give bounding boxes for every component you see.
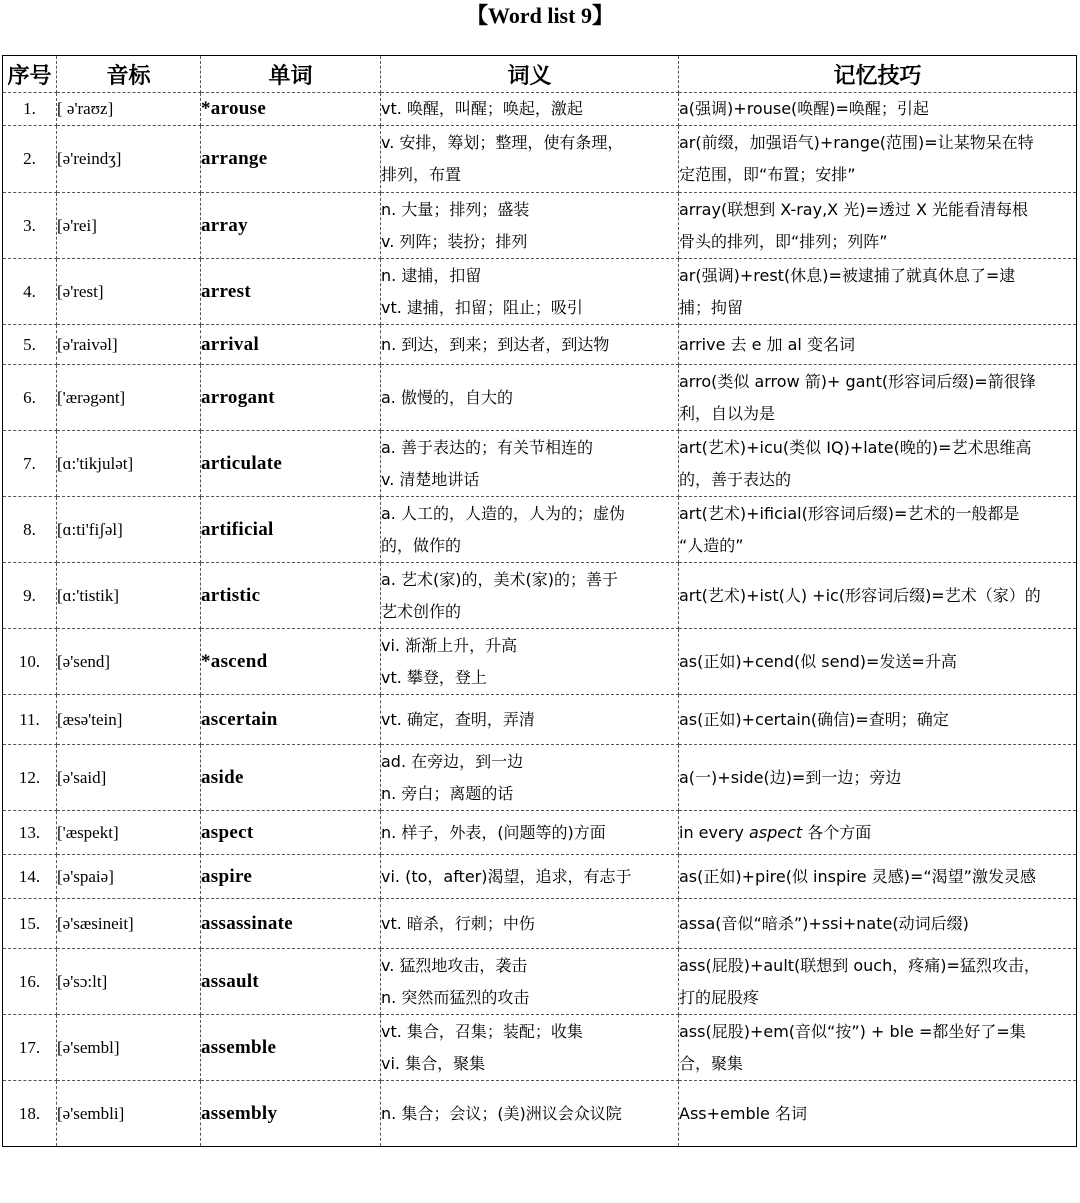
row-number: 18. [3,1081,57,1147]
word: array [201,193,381,259]
meaning-line: vi. 集合，聚集 [381,1053,486,1073]
phonetic: [ə'rei] [57,193,201,259]
meaning [381,899,679,949]
table-row [3,745,1077,811]
meaning [381,563,679,629]
word: assemble [201,1015,381,1081]
tip-line: array(联想到 X-ray,X 光)=透过 X 光能看清每根 [679,199,1028,219]
meaning-line: n. 样子，外表，(问题等的)方面 [381,822,606,842]
meaning-line: a. 傲慢的，自大的 [381,387,513,407]
table-row [3,949,1077,1015]
tip-line: 捕；拘留 [679,297,744,317]
phonetic: [ɑ:'tistik] [57,563,201,629]
table-row [3,325,1077,365]
word: artificial [201,497,381,563]
phonetic: [ə'sæsineit] [57,899,201,949]
meaning [381,126,679,193]
row-number: 15. [3,899,57,949]
meaning [381,325,679,365]
meaning-line: ad. 在旁边，到一边 [381,751,524,771]
phonetic: [ ə'raʊz] [57,93,201,126]
table-row [3,695,1077,745]
meaning [381,1015,679,1081]
row-number: 10. [3,629,57,695]
tip-line: 骨头的排列，即“排列；列阵” [679,231,888,251]
meaning-line: a. 艺术(家)的，美术(家)的；善于 [381,569,618,589]
word: artistic [201,563,381,629]
meaning [381,431,679,497]
page-title: 【Word list 9】 [466,3,614,28]
phonetic: [ə'send] [57,629,201,695]
meaning [381,629,679,695]
meaning [381,193,679,259]
word: aspect [201,811,381,855]
word-table [2,55,1077,1147]
memory-tip [679,899,1077,949]
phonetic: [ə'sembli] [57,1081,201,1147]
table-row [3,1015,1077,1081]
row-number: 17. [3,1015,57,1081]
meaning [381,811,679,855]
table-row [3,563,1077,629]
tip-line: as(正如)+certain(确信)=查明；确定 [679,709,949,729]
memory-tip [679,193,1077,259]
tip-line [679,817,1076,849]
word: aside [201,745,381,811]
header-number: 序号 [3,56,57,93]
word: *arouse [201,93,381,126]
memory-tip [679,93,1077,126]
phonetic: [ə'sembl] [57,1015,201,1081]
row-number: 12. [3,745,57,811]
tip-line: assa(音似“暗杀”)+ssi+nate(动词后缀) [679,913,969,933]
header-memory-tip: 记忆技巧 [679,56,1077,93]
phonetic: [ə'rest] [57,259,201,325]
memory-tip [679,1081,1077,1147]
phonetic: [ə'spaiə] [57,855,201,899]
tip-line: art(艺术)+ificial(形容词后缀)=艺术的一般都是 [679,503,1020,523]
table-row [3,126,1077,193]
memory-tip [679,563,1077,629]
tip-line: 利，自以为是 [679,403,776,423]
tip-line: as(正如)+cend(似 send)=发送=升高 [679,651,957,671]
word: arrogant [201,365,381,431]
meaning-line: v. 清楚地讲话 [381,469,480,489]
word: assassinate [201,899,381,949]
meaning-line: v. 列阵；装扮；排列 [381,231,528,251]
tip-line: art(艺术)+ist(人) +ic(形容词后缀)=艺术（家）的 [679,585,1041,605]
tip-line: 的，善于表达的 [679,469,792,489]
meaning-line: vt. 暗杀，行刺；中伤 [381,913,535,933]
meaning-line: vt. 唤醒，叫醒；唤起，激起 [381,99,583,118]
table-row [3,811,1077,855]
meaning-line: 的，做作的 [381,535,462,555]
table-row [3,899,1077,949]
tip-line: art(艺术)+icu(类似 IQ)+late(晚的)=艺术思维高 [679,437,1032,457]
tip-line: a(一)+side(边)=到一边；旁边 [679,767,902,787]
meaning-line: vt. 攀登，登上 [381,667,487,687]
row-number: 9. [3,563,57,629]
meaning-line: 排列，布置 [381,165,462,184]
table-row [3,855,1077,899]
tip-line: as(正如)+pire(似 inspire 灵感)=“渴望”激发灵感 [679,866,1036,886]
word: articulate [201,431,381,497]
meaning [381,949,679,1015]
memory-tip [679,431,1077,497]
memory-tip [679,1015,1077,1081]
tip-line: ass(屁股)+ault(联想到 ouch，疼痛)=猛烈攻击， [679,955,1040,975]
table-row [3,431,1077,497]
table-row [3,497,1077,563]
memory-tip [679,497,1077,563]
row-number: 16. [3,949,57,1015]
tip-line: 定范围，即“布置；安排” [679,165,856,184]
memory-tip [679,365,1077,431]
meaning-line: a. 人工的，人造的，人为的；虚伪 [381,503,625,523]
memory-tip [679,126,1077,193]
memory-tip [679,259,1077,325]
table-header-row [3,56,1077,93]
meaning-line: n. 集合；会议；(美)洲议会众议院 [381,1103,622,1123]
row-number: 13. [3,811,57,855]
meaning-line: v. 安排，筹划；整理，使有条理， [381,133,624,152]
row-number: 5. [3,325,57,365]
meaning-line: a. 善于表达的；有关节相连的 [381,437,593,457]
table-row [3,629,1077,695]
tip-line: ass(屁股)+em(音似“按”) + ble =都坐好了=集 [679,1021,1026,1041]
tip-suffix: 各个方面 [802,822,872,842]
tip-line: ar(强调)+rest(休息)=被逮捕了就真休息了=逮 [679,265,1016,285]
row-number: 1. [3,93,57,126]
word: aspire [201,855,381,899]
phonetic: [ə'said] [57,745,201,811]
table-row [3,1081,1077,1147]
meaning-line: vi. (to，after)渴望，追求，有志于 [381,866,632,886]
table-row [3,93,1077,126]
tip-line: a(强调)+rouse(唤醒)=唤醒；引起 [679,99,929,118]
phonetic: [ɑ:'tikjulət] [57,431,201,497]
word: assembly [201,1081,381,1147]
meaning-line: v. 猛烈地攻击，袭击 [381,955,528,975]
tip-line: arrive 去 e 加 al 变名词 [679,334,855,354]
meaning [381,745,679,811]
memory-tip [679,949,1077,1015]
row-number: 3. [3,193,57,259]
row-number: 11. [3,695,57,745]
meaning-line: n. 逮捕，扣留 [381,265,482,285]
tip-line: 合，聚集 [679,1053,744,1073]
meaning [381,365,679,431]
meaning-line: vt. 确定，查明，弄清 [381,709,535,729]
meaning-line: n. 到达，到来；到达者，到达物 [381,334,610,354]
row-number: 8. [3,497,57,563]
memory-tip [679,629,1077,695]
tip-prefix: in every [679,822,749,842]
memory-tip [679,695,1077,745]
word: arrival [201,325,381,365]
meaning-line: vi. 渐渐上升，升高 [381,635,518,655]
meaning-line: n. 突然而猛烈的攻击 [381,987,530,1007]
meaning [381,855,679,899]
word: arrest [201,259,381,325]
phonetic: [ə'sɔ:lt] [57,949,201,1015]
row-number: 4. [3,259,57,325]
memory-tip [679,855,1077,899]
memory-tip [679,745,1077,811]
memory-tip [679,811,1077,855]
tip-emphasis: aspect [748,822,803,842]
row-number: 6. [3,365,57,431]
table-row [3,259,1077,325]
meaning [381,1081,679,1147]
meaning [381,497,679,563]
meaning-line: n. 旁白；离题的话 [381,783,514,803]
phonetic: ['ærəgənt] [57,365,201,431]
tip-line: “人造的” [679,535,744,555]
tip-line: 打的屁股疼 [679,987,760,1007]
memory-tip [679,325,1077,365]
meaning-line: n. 大量；排列；盛装 [381,199,530,219]
meaning [381,93,679,126]
word: ascertain [201,695,381,745]
header-phonetic: 音标 [57,56,201,93]
row-number: 2. [3,126,57,193]
meaning-line: vt. 集合，召集；装配；收集 [381,1021,583,1041]
row-number: 14. [3,855,57,899]
table-row [3,365,1077,431]
phonetic: [æsə'tein] [57,695,201,745]
tip-line: arro(类似 arrow 箭)+ gant(形容词后缀)=箭很锋 [679,371,1036,391]
phonetic: [ɑ:ti'fiʃəl] [57,497,201,563]
header-word: 单词 [201,56,381,93]
tip-line: Ass+emble 名词 [679,1103,807,1123]
header-meaning: 词义 [381,56,679,93]
table-row [3,193,1077,259]
tip-line: ar(前缀，加强语气)+range(范围)=让某物呆在特 [679,133,1034,152]
word: assault [201,949,381,1015]
word: *ascend [201,629,381,695]
word: arrange [201,126,381,193]
meaning [381,695,679,745]
row-number: 7. [3,431,57,497]
meaning-line: 艺术创作的 [381,601,462,621]
phonetic: [ə'reindʒ] [57,126,201,193]
meaning-line: vt. 逮捕，扣留；阻止；吸引 [381,297,583,317]
phonetic: ['æspekt] [57,811,201,855]
meaning [381,259,679,325]
phonetic: [ə'raivəl] [57,325,201,365]
